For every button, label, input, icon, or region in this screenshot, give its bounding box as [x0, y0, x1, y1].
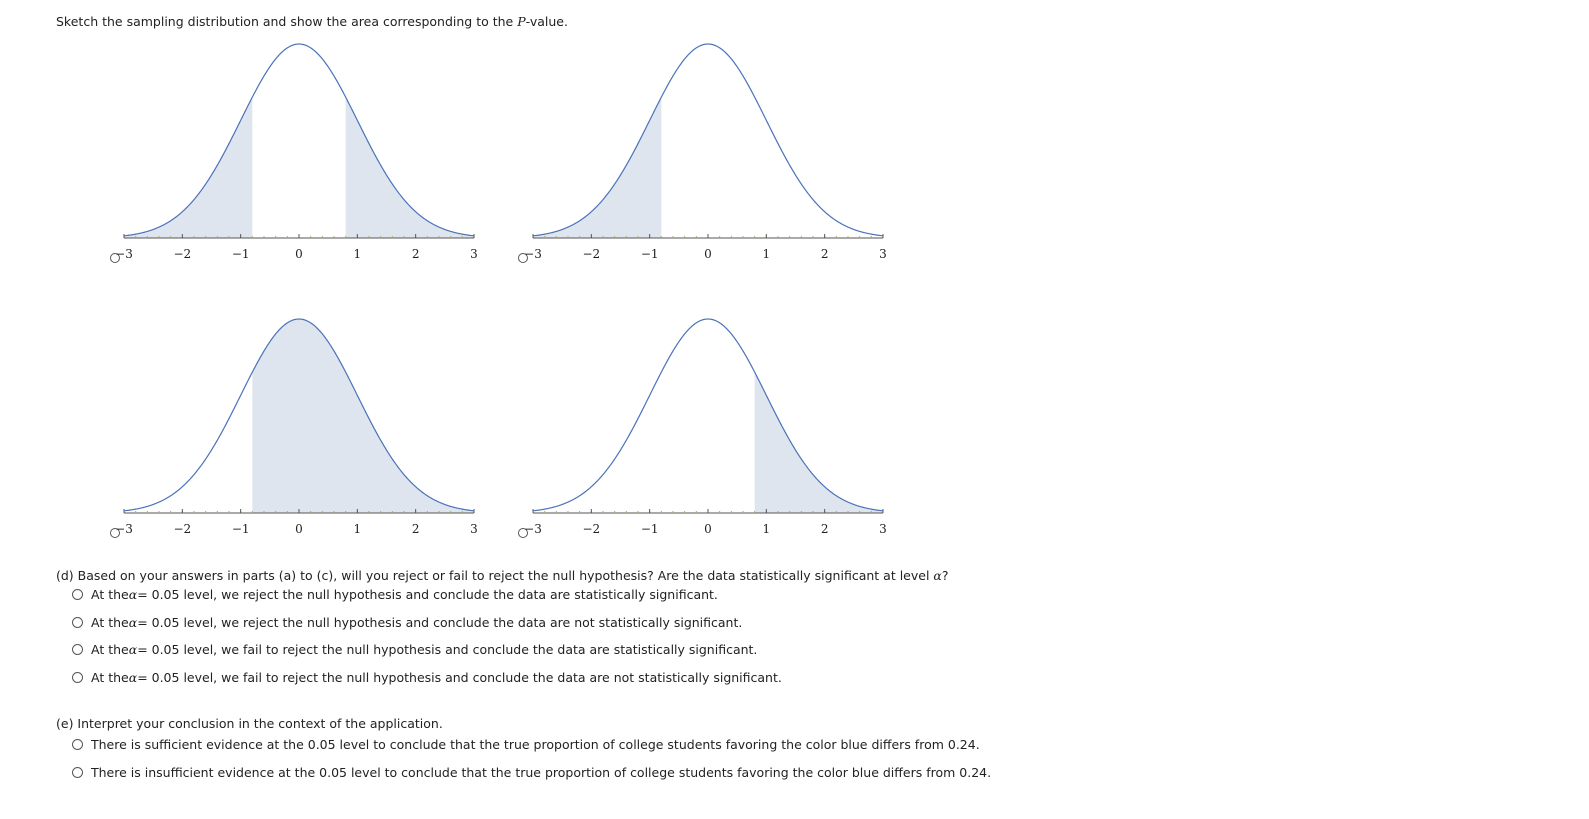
- plot-option-2: [524, 40, 889, 270]
- plot-option-4: [524, 315, 889, 545]
- tick-label: −3: [524, 522, 542, 536]
- tick-label: 2: [820, 247, 829, 261]
- tick-label: 1: [353, 522, 362, 536]
- shaded-area: [533, 97, 661, 238]
- instruction-pre: Sketch the sampling distribution and show the area corresponding to the: [56, 14, 518, 29]
- option-alpha: α: [128, 642, 138, 657]
- tick-label: −3: [524, 247, 542, 261]
- radio-button[interactable]: [72, 672, 83, 683]
- tick-label: −2: [173, 522, 192, 536]
- part-e-option-1[interactable]: [72, 737, 980, 752]
- radio-button[interactable]: [72, 589, 83, 600]
- tick-label: 2: [411, 522, 420, 536]
- instruction-p: P: [517, 14, 526, 29]
- option-pre: At the: [91, 587, 129, 602]
- tick-label: 2: [820, 522, 829, 536]
- instruction-post: -value.: [525, 14, 568, 29]
- option-pre: At the: [91, 670, 129, 685]
- option-text: There is sufficient evidence at the 0.05 level to conclude that the true proportion of college students favoring the color blue differs from 0.24.: [91, 737, 980, 752]
- part-d-question-end: ?: [941, 568, 949, 583]
- part-d-option-3[interactable]: [72, 642, 757, 657]
- part-d-option-1[interactable]: [72, 587, 718, 602]
- tick-label: 0: [704, 247, 712, 261]
- shaded-area: [252, 319, 474, 513]
- shaded-area: [755, 372, 883, 513]
- tick-label: 3: [879, 247, 887, 261]
- tick-label: −1: [640, 247, 659, 261]
- option-alpha: α: [128, 587, 138, 602]
- shaded-area: [346, 97, 474, 238]
- tick-label: −2: [173, 247, 192, 261]
- part-e-question: (e) Interpret your conclusion in the context of the application.: [56, 716, 443, 731]
- tick-label: 3: [879, 522, 887, 536]
- tick-label: 0: [704, 522, 712, 536]
- part-e-option-2[interactable]: [72, 765, 991, 780]
- instruction-text: [56, 14, 568, 29]
- tick-label: 3: [470, 522, 478, 536]
- radio-button[interactable]: [72, 767, 83, 778]
- radio-button[interactable]: [72, 739, 83, 750]
- tick-label: 1: [762, 522, 771, 536]
- tick-label: 0: [295, 522, 303, 536]
- option-pre: At the: [91, 615, 129, 630]
- tick-label: −2: [582, 522, 601, 536]
- tick-label: −3: [115, 522, 133, 536]
- option-post: = 0.05 level, we reject the null hypothesis and conclude the data are statistically significant.: [137, 587, 718, 602]
- plot-option-3: [115, 315, 480, 545]
- normal-curve: [533, 319, 883, 511]
- tick-label: −1: [640, 522, 659, 536]
- part-d-question: [56, 568, 948, 583]
- radio-button[interactable]: [72, 644, 83, 655]
- option-alpha: α: [128, 670, 138, 685]
- tick-label: −2: [582, 247, 601, 261]
- option-alpha: α: [128, 615, 138, 630]
- tick-label: 2: [411, 247, 420, 261]
- normal-curve: [124, 44, 474, 236]
- normal-curve: [533, 44, 883, 236]
- tick-label: 3: [470, 247, 478, 261]
- option-pre: At the: [91, 642, 129, 657]
- part-d-option-2[interactable]: [72, 615, 742, 630]
- part-d-alpha: α: [933, 568, 942, 583]
- option-post: = 0.05 level, we fail to reject the null hypothesis and conclude the data are statistically significant.: [137, 642, 758, 657]
- shaded-area: [124, 97, 252, 238]
- plot-option-1: [115, 40, 480, 270]
- tick-label: 0: [295, 247, 303, 261]
- option-post: = 0.05 level, we reject the null hypothesis and conclude the data are not statistically significant.: [137, 615, 743, 630]
- option-text: There is insufficient evidence at the 0.05 level to conclude that the true proportion of college students favoring the color blue differs from 0.24.: [91, 765, 992, 780]
- option-post: = 0.05 level, we fail to reject the null hypothesis and conclude the data are not statistically significant.: [137, 670, 782, 685]
- part-d-option-4[interactable]: [72, 670, 782, 685]
- tick-label: −3: [115, 247, 133, 261]
- tick-label: −1: [231, 247, 250, 261]
- tick-label: 1: [762, 247, 771, 261]
- tick-label: −1: [231, 522, 250, 536]
- tick-label: 1: [353, 247, 362, 261]
- radio-button[interactable]: [72, 617, 83, 628]
- part-d-question-text: (d) Based on your answers in parts (a) to (c), will you reject or fail to reject the null hypothesis? Are the data statistically significant at level: [56, 568, 934, 583]
